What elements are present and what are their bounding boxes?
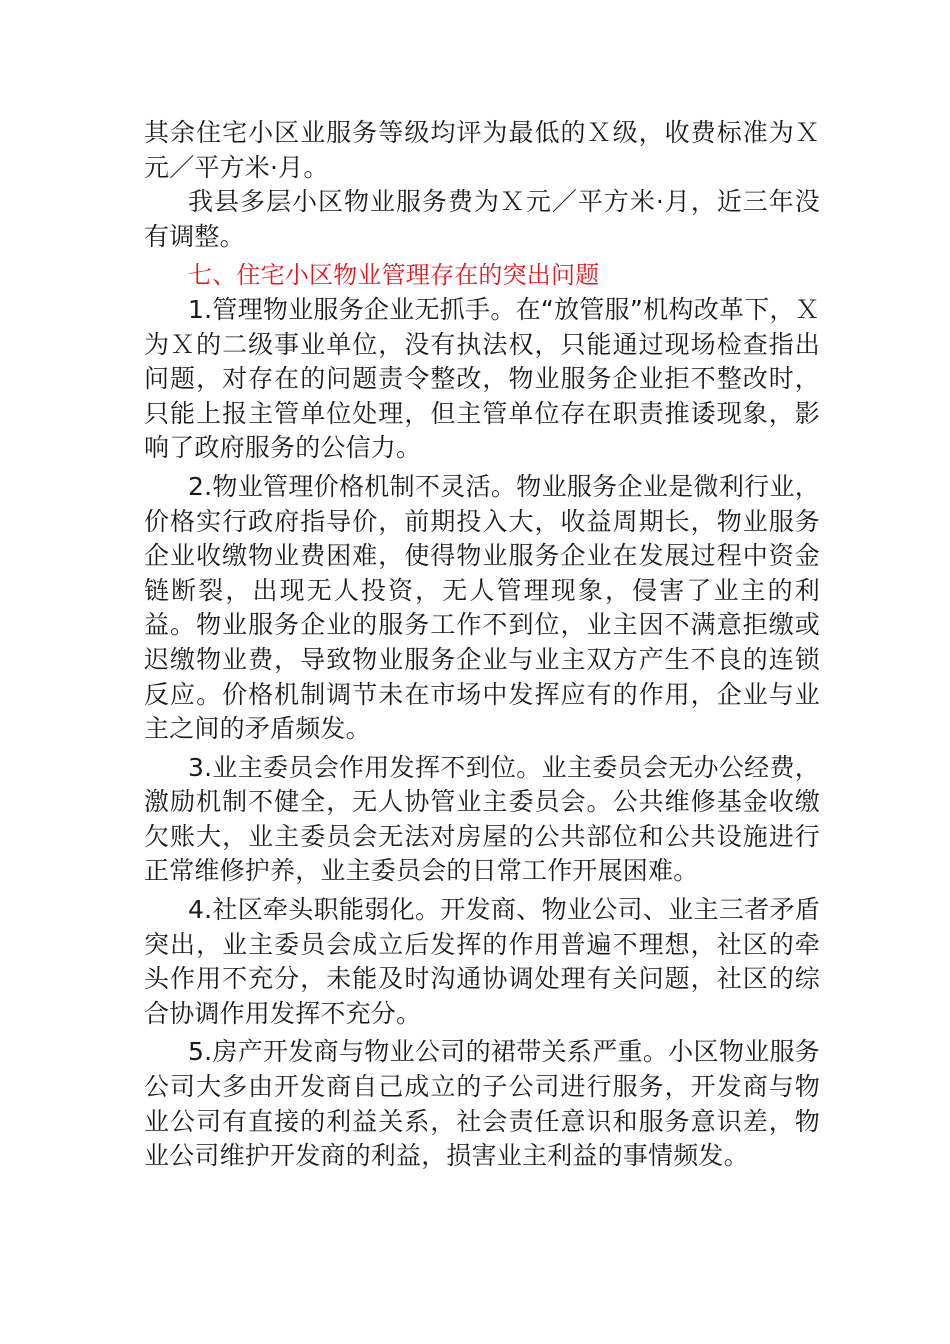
paragraph-issue-2: 2.物业管理价格机制不灵活。物业服务企业是微利行业，价格实行政府指导价，前期投入大，收益周期长，物业服务企业收缴物业费困难，使得物业服务企业在发展过程中资金链断裂，出现无人投资，无人管理现象，侵害了业主的利益。物业服务企业的服务工作不到位，业主因不满意拒缴或迟缴物业费，导致物业服务企业与业主双方产生不良的连锁反应。价格机制调节未在市场中发挥应有的作用，企业与业主之间的矛盾频发。 (144, 471, 820, 744)
paragraph-fee-level: 其余住宅小区业服务等级均评为最低的Ｘ级，收费标准为Ｘ元／平方米·月。 (144, 118, 820, 182)
paragraph-issue-4: 4.社区牵头职能弱化。开发商、物业公司、业主三者矛盾突出，业主委员会成立后发挥的作用普遍不理想，社区的牵头作用不充分，未能及时沟通协调处理有关问题，社区的综合协调作用发挥不充分。 (144, 895, 820, 1028)
paragraph-issue-5: 5.房产开发商与物业公司的裙带关系严重。小区物业服务公司大多由开发商自己成立的子公司进行服务，开发商与物业公司有直接的利益关系，社会责任意识和服务意识差，物业公司维护开发商的利益，损害业主利益的事情频发。 (144, 1037, 820, 1171)
section-heading: 七、住宅小区物业管理存在的突出问题 (188, 261, 600, 290)
paragraph-issue-1: 1.管理物业服务企业无抓手。在“放管服”机构改革下，Ｘ为Ｘ的二级事业单位，没有执法权，只能通过现场检查指出问题，对存在的问题责令整改，物业服务企业拒不整改时，只能上报主管单位处理，但主管单位存在职责推诿现象，影响了政府服务的公信力。 (144, 294, 820, 463)
paragraph-multistory-fee: 我县多层小区物业服务费为Ｘ元／平方米·月，近三年没有调整。 (144, 187, 820, 251)
paragraph-issue-3: 3.业主委员会作用发挥不到位。业主委员会无办公经费，激励机制不健全，无人协管业主委员会。公共维修基金收缴欠账大，业主委员会无法对房屋的公共部位和公共设施进行正常维修护养，业主委员会的日常工作开展困难。 (144, 752, 820, 886)
document-page (144, 116, 820, 1174)
